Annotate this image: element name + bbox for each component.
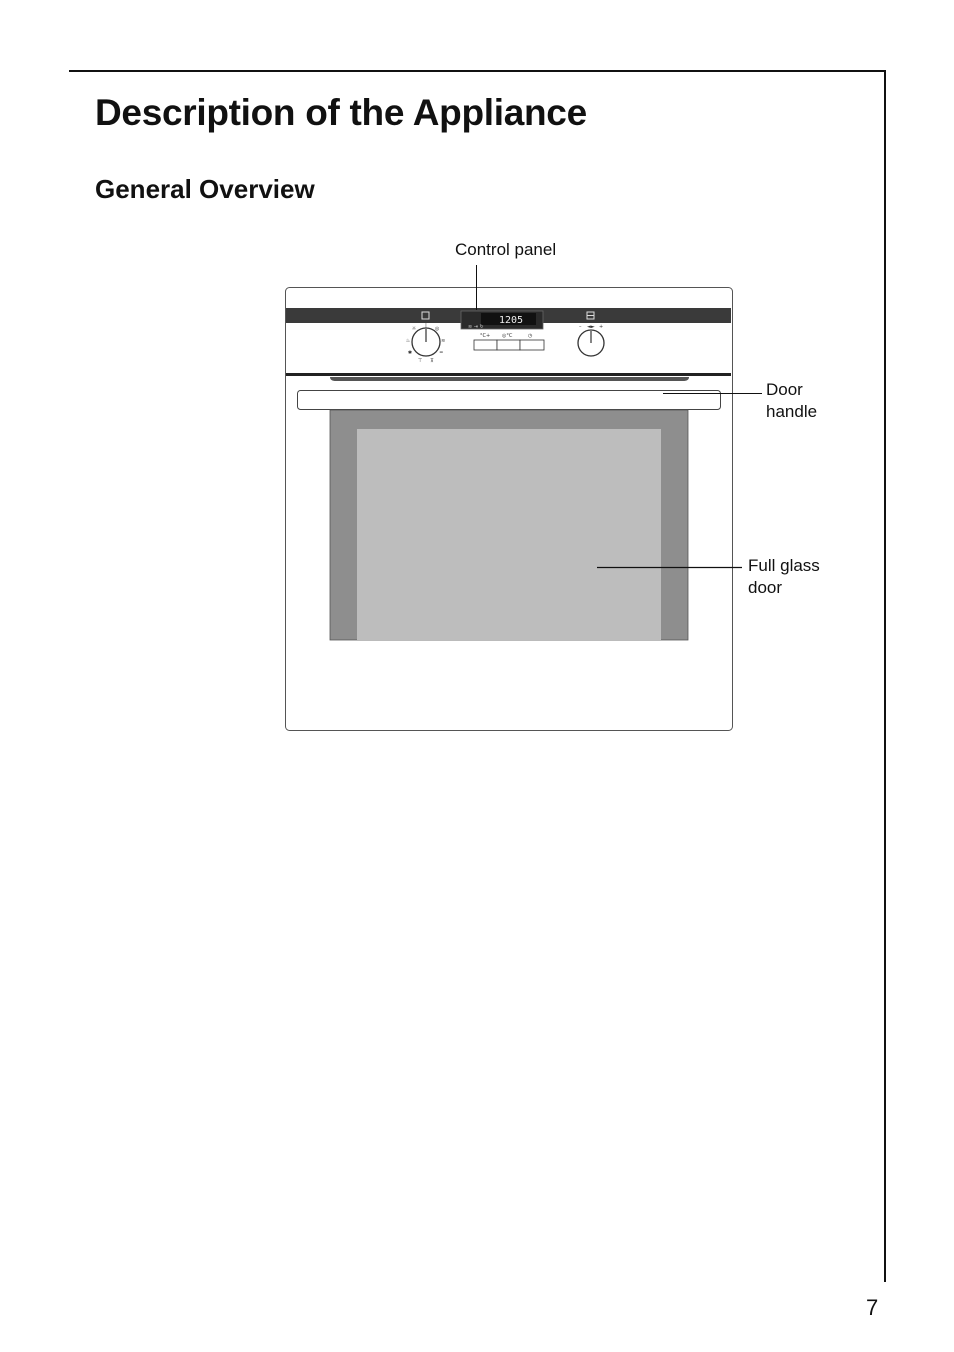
control-panel-label: Control panel <box>455 240 557 259</box>
glass-door-pane <box>357 429 661 640</box>
clock-button <box>520 340 544 350</box>
page-number: 7 <box>866 1295 879 1320</box>
function-knob-symbols: ☼ | ◎ ♨ ≋ ✱ ═ ⊤ ⊼ <box>405 323 446 364</box>
door-handle <box>298 391 721 410</box>
full-glass-door-label: Full glass door <box>748 556 820 597</box>
door-handle-label: Door handle <box>766 380 818 421</box>
temperature-knob-symbols: – ◄► + <box>579 324 604 330</box>
display-time: 1205 <box>498 315 524 326</box>
section-title: General Overview <box>95 174 315 204</box>
timer-button <box>497 340 520 350</box>
display-small-icons: ≋ ⇥ ↻ <box>468 324 484 330</box>
page-title: Description of the Appliance <box>95 92 587 133</box>
panel-door-gap <box>286 373 731 376</box>
button-symbols: °C+ ◎°C ◷ <box>480 333 533 339</box>
temperature-button <box>474 340 497 350</box>
